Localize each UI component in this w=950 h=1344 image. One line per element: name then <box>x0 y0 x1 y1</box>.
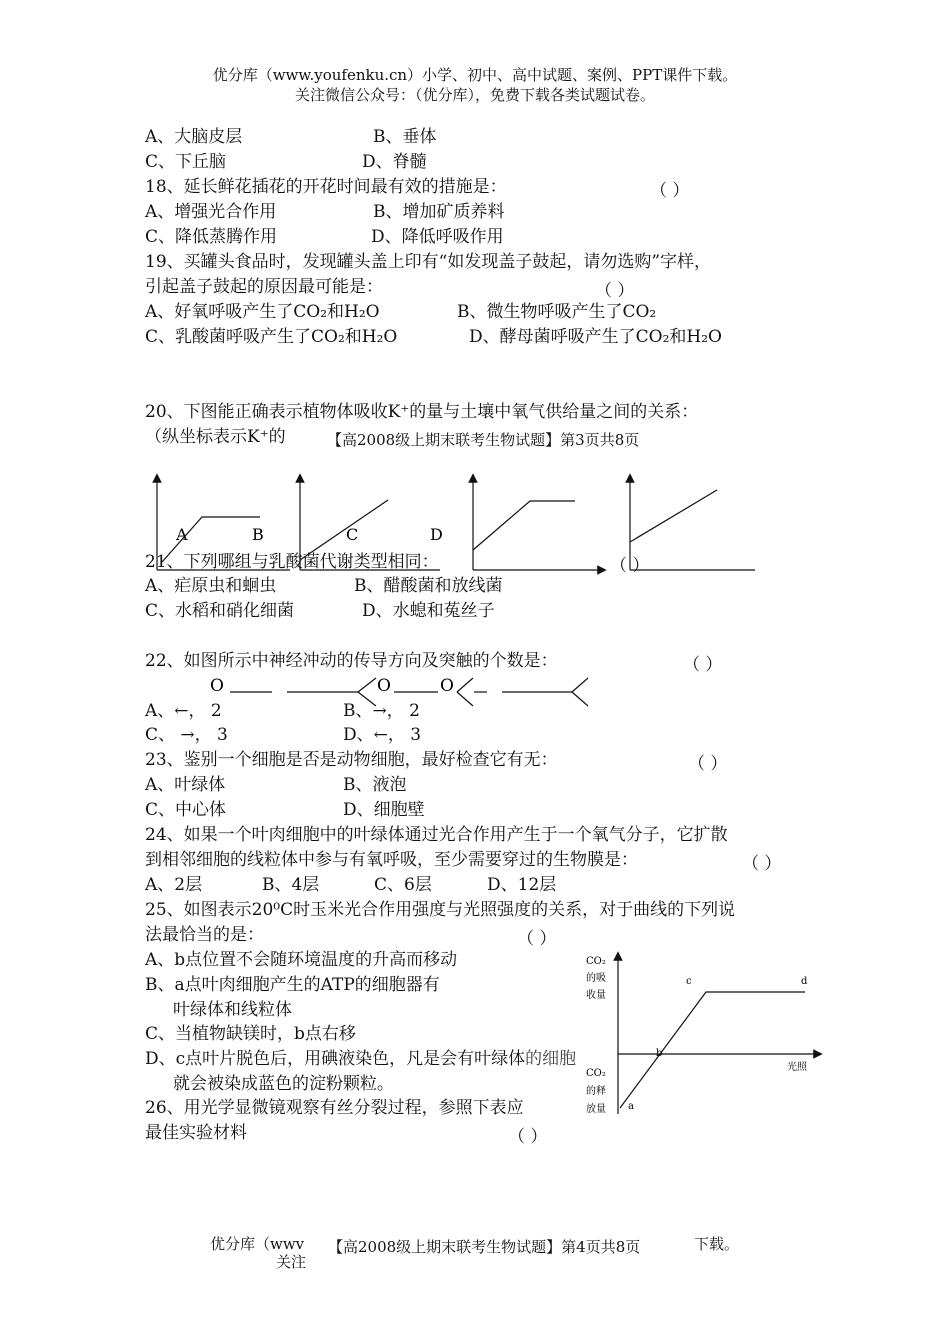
q25-y-top-2: 的吸 <box>586 973 606 984</box>
footer-page-number: 【高2008级上期末联考生物试题】第4页共8页 <box>328 1238 641 1256</box>
q23-stem: 23、鉴别一个细胞是否是动物细胞，最好检查它有无： <box>145 750 558 770</box>
q17-option-a: A、大脑皮层 <box>145 127 243 147</box>
q26-stem-line-1a: 26、用光学显微镜观察有丝分裂过程，参照下表应 <box>145 1098 524 1118</box>
q25-point-d: d <box>801 976 808 987</box>
q18-stem: 18、延长鲜花插花的开花时间最有效的措施是： <box>145 177 507 197</box>
q22-option-d: D、←， 3 <box>343 725 422 745</box>
q25-point-b: b <box>656 1048 663 1059</box>
q25-stem-line-1: 25、如图表示20⁰C时玉米光合作用强度与光照强度的关系，对于曲线的下列说 <box>145 900 736 920</box>
q24-option-d: D、12层 <box>487 875 557 895</box>
q17-option-d: D、脊髓 <box>362 152 427 172</box>
q18-option-b: B、增加矿质养料 <box>373 202 505 222</box>
q25-stem-line-2: 法最恰当的是： <box>145 925 264 945</box>
q22-option-c: C、 →， 3 <box>145 725 228 745</box>
q21-option-d: D、水螅和菟丝子 <box>362 601 495 621</box>
q19-option-b: B、微生物呼吸产生了CO₂ <box>457 302 657 322</box>
q18-answer-paren: （ ） <box>650 181 690 201</box>
q22-option-a: A、←， 2 <box>145 701 222 721</box>
q25-option-d-line-2: 就会被染成蓝色的淀粉颗粒。 <box>173 1074 394 1094</box>
q24-option-c: C、6层 <box>374 875 432 895</box>
q24-option-a: A、2层 <box>145 875 203 895</box>
q22-option-b: B、→， 2 <box>343 701 420 721</box>
q24-stem-line-2: 到相邻细胞的线粒体中参与有氧呼吸，至少需要穿过的生物膜是： <box>145 850 638 870</box>
q25-x-label: 光照 <box>787 1062 807 1073</box>
q19-stem-line-1: 19、买罐头食品时，发现罐头盖上印有“如发现盖子鼓起，请勿选购”字样， <box>145 252 712 272</box>
q25-option-d-hidden-text: 的细胞 <box>525 1049 577 1069</box>
q22-stem: 22、如图所示中神经冲动的传导方向及突触的个数是： <box>145 651 558 671</box>
q18-option-c: C、降低蒸腾作用 <box>145 227 278 247</box>
q21-answer-paren: （ ） <box>610 556 650 576</box>
footer-right: 下载。 <box>694 1235 740 1253</box>
q23-option-b: B、液泡 <box>343 775 407 795</box>
q22-node-3: O <box>440 676 454 696</box>
q19-stem-line-2: 引起盖子鼓起的原因最可能是： <box>145 277 383 297</box>
q20-stem-line-1: 20、下图能正确表示植物体吸收K⁺的量与土壤中氧气供给量之间的关系： <box>145 402 699 422</box>
q19-answer-paren: （ ） <box>595 281 635 301</box>
q18-option-d: D、降低呼吸作用 <box>371 227 504 247</box>
footer-left-line-2: 关注 <box>276 1253 307 1271</box>
footer-left-line-1: 优分库（wwv <box>210 1235 305 1253</box>
q23-option-a: A、叶绿体 <box>145 775 226 795</box>
q25-y-top-1: CO₂ <box>586 956 606 967</box>
q20-label-a: A <box>176 525 188 544</box>
q25-y-top-3: 收量 <box>586 990 606 1001</box>
q20-label-d: D <box>430 525 443 544</box>
header-line-2: 关注微信公众号：（优分库），免费下载各类试题试卷。 <box>294 86 655 104</box>
q25-y-bot-3: 放量 <box>586 1104 606 1115</box>
q26-stem-line-2: 最佳实验材料 <box>145 1123 247 1143</box>
q19-option-a: A、好氧呼吸产生了CO₂和H₂O <box>145 302 380 322</box>
q25-point-c: c <box>686 976 692 987</box>
header-line-1: 优分库（www.youfenku.cn）小学、初中、高中试题、案例、PPT课件下载。 <box>212 66 738 84</box>
q24-option-b: B、4层 <box>262 875 320 895</box>
q26-answer-paren: （ ） <box>508 1127 548 1147</box>
q20-stem-line-2: （纵坐标表示K⁺的 <box>145 427 286 447</box>
q25-point-a: a <box>628 1101 634 1112</box>
q24-answer-paren: （ ） <box>742 854 782 874</box>
q19-option-d: D、酵母菌呼吸产生了CO₂和H₂O <box>469 327 722 347</box>
q22-answer-paren: （ ） <box>683 655 723 675</box>
q24-stem-line-1: 24、如果一个叶肉细胞中的叶绿体通过光合作用产生于一个氧气分子，它扩散 <box>145 825 728 845</box>
q22-node-1: O <box>210 676 224 696</box>
q18-option-a: A、增强光合作用 <box>145 202 277 222</box>
q25-option-b-line-1: B、a点叶肉细胞产生的ATP的细胞器有 <box>145 975 440 995</box>
q25-answer-paren: （ ） <box>517 929 557 949</box>
q17-option-c: C、下丘脑 <box>145 152 227 172</box>
q20-label-c: C <box>346 525 359 544</box>
q21-option-c: C、水稻和硝化细菌 <box>145 601 295 621</box>
q25-photosynthesis-graph <box>580 948 825 1118</box>
q25-option-c: C、当植物缺镁时，b点右移 <box>145 1024 356 1044</box>
q20-label-b: B <box>252 525 264 544</box>
q21-stem: 21、下列哪组与乳酸菌代谢类型相同： <box>145 552 439 572</box>
q25-y-bot-1: CO₂ <box>586 1068 606 1079</box>
q17-option-b: B、垂体 <box>373 127 437 147</box>
q25-y-bot-2: 的释 <box>586 1086 606 1097</box>
q21-option-b: B、醋酸菌和放线菌 <box>354 576 503 596</box>
q25-option-d-line-1 <box>145 1048 576 1070</box>
q25-option-d-text: D、c点叶片脱色后，用碘液染色，凡是会有叶绿体 <box>145 1049 526 1069</box>
q22-node-2: O <box>377 676 391 696</box>
q23-option-c: C、中心体 <box>145 800 227 820</box>
q20-graph-c <box>473 478 602 570</box>
q20-overlay-page-footer: 【高2008级上期末联考生物试题】第3页共8页 <box>327 431 640 449</box>
q23-option-d: D、细胞壁 <box>343 800 425 820</box>
q21-option-a: A、疟原虫和蛔虫 <box>145 576 277 596</box>
q25-option-a: A、b点位置不会随环境温度的升高而移动 <box>145 950 458 970</box>
q25-option-b-line-2: 叶绿体和线粒体 <box>173 1000 292 1020</box>
q19-option-c: C、乳酸菌呼吸产生了CO₂和H₂O <box>145 327 398 347</box>
q23-answer-paren: （ ） <box>688 754 728 774</box>
